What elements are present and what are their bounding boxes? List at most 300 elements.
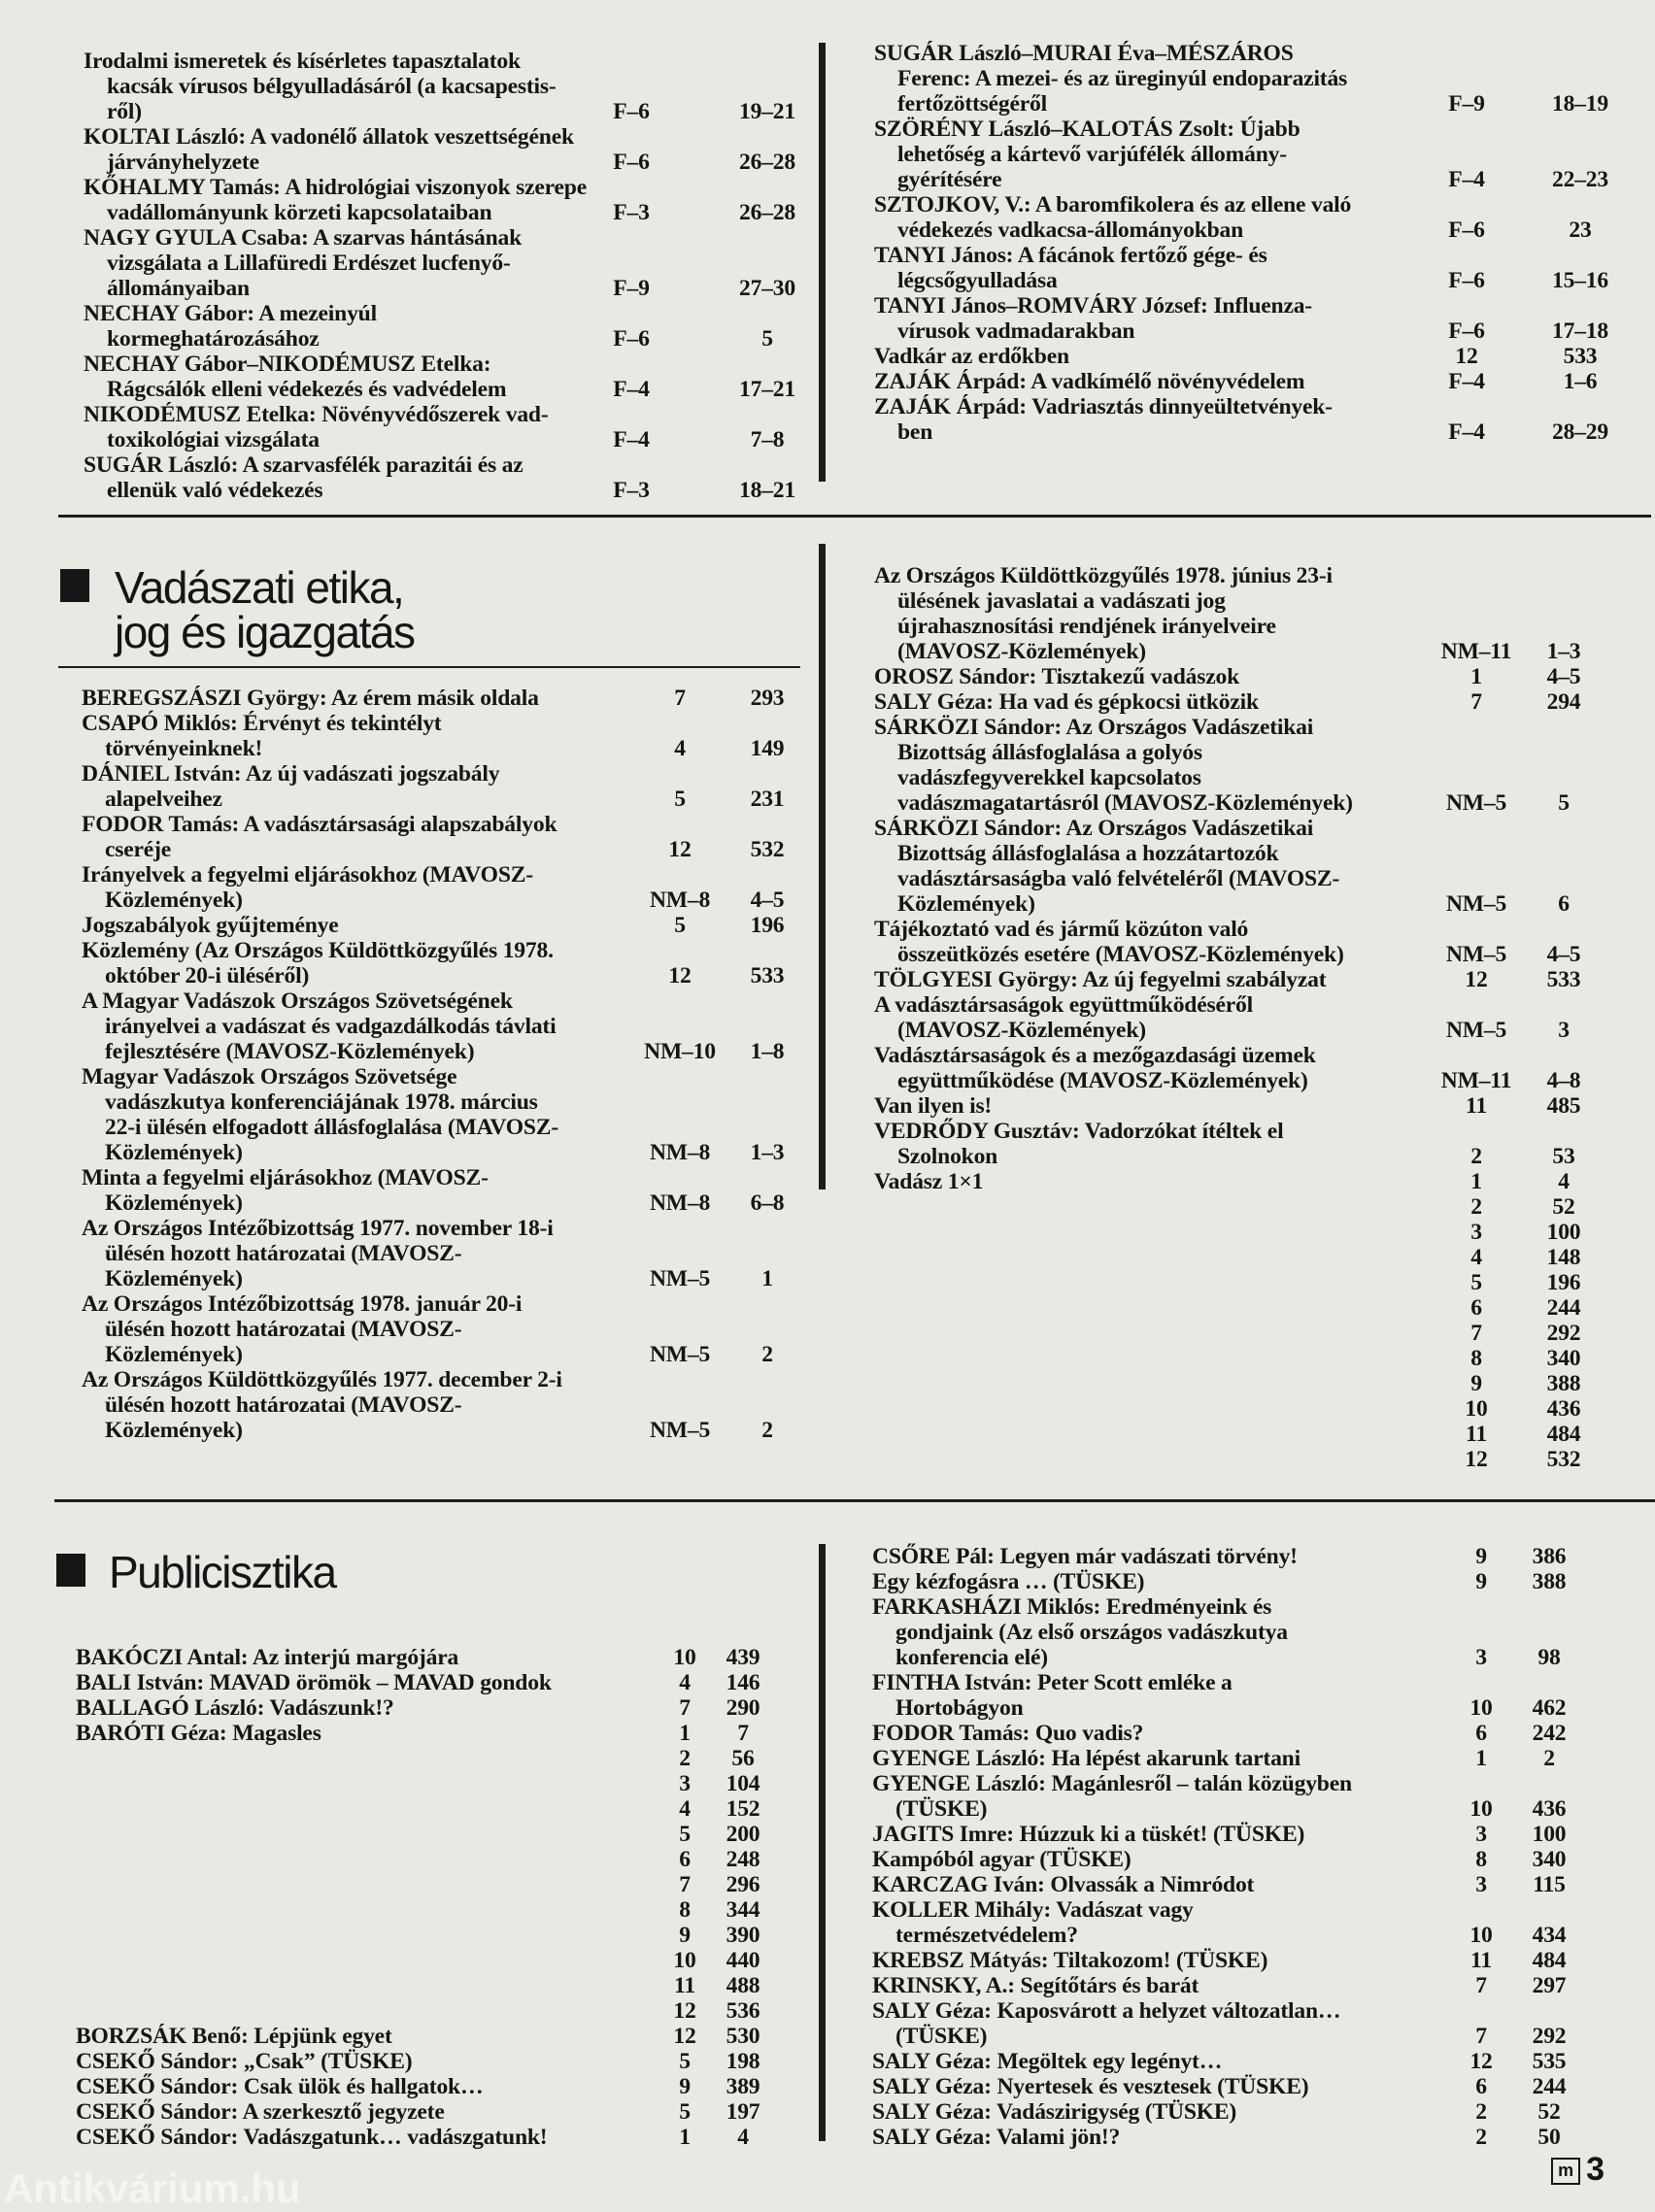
entry-page: 115 [1533,1872,1566,1897]
entry-issue: 7 [679,1872,691,1897]
index-entry [82,913,785,938]
entry-page: 149 [750,736,785,761]
index-entry [872,1897,1567,1948]
entry-page: 533 [1563,344,1598,369]
entry-title: ZAJÁK Árpád: Vadriasztás dinnyeültetvények-ben [874,394,1333,445]
entry-page: 104 [726,1771,760,1796]
entry-issue: 12 [1465,1447,1488,1472]
entry-title [76,1897,620,1923]
entry-issue: 7 [679,1695,691,1721]
entry-issue: F–4 [613,427,650,452]
entry-issue: 3 [1475,1872,1487,1897]
entry-title: SÁRKÖZI Sándor: Az Országos Vadászetikai Bizottság állásfoglalása a hozzátartozók vadásztársaságba való felvételéről (MAVOSZ-Közlemények) [874,816,1340,917]
index-entry [76,2125,749,2150]
entry-title: Van ilyen is! [874,1093,993,1119]
entry-issue: NM–5 [1445,790,1507,816]
entry-page: 533 [1546,967,1581,992]
entry-page: 22–23 [1552,167,1608,192]
entry-title: Irányelvek a fegyelmi eljárásokhoz (MAVOSZ-Közlemények) [82,862,533,913]
entry-title [874,1270,1360,1295]
entry-page: 98 [1537,1645,1561,1670]
entry-title: KŐHALMY Tamás: A hidrológiai viszonyok szerepe vadállományunk körzeti kapcsolataiban [84,175,587,225]
entry-page: 244 [1546,1295,1581,1321]
entry-title [874,1371,1360,1396]
entry-page: 53 [1552,1144,1575,1169]
entry-page: 52 [1552,1194,1575,1220]
entry-issue: F–4 [613,377,650,402]
index-entry [82,862,785,913]
entry-page: 6–8 [750,1190,785,1216]
index-entry [82,761,785,812]
entry-title: Az Országos Intézőbizottság 1977. november 18-i ülésén hozott határozatai (MAVOSZ-Közlemények) [82,1216,554,1291]
entry-issue: 8 [1470,1346,1482,1371]
entry-title: Jogszabályok gyűjteménye [82,913,339,938]
index-entry [84,124,795,175]
index-entry [872,1771,1567,1822]
index-entry [76,2074,760,2099]
entry-issue: 12 [673,1998,696,2024]
entry-issue: 9 [1475,1569,1487,1594]
entry-page: 290 [726,1695,760,1721]
entry-issue: 3 [1475,1822,1487,1847]
entry-issue: 4 [674,736,686,761]
entry-title [76,1923,620,1948]
entry-page: 439 [726,1645,760,1670]
entry-page: 532 [1546,1447,1581,1472]
entry-title: BALI István: MAVAD örömök – MAVAD gondok [76,1670,552,1695]
entry-page: 436 [1546,1396,1581,1422]
index-entry [874,1043,1581,1093]
entry-title: KARCZAG Iván: Olvassák a Nimródot [872,1872,1255,1897]
entry-title: GYENGE László: Magánlesről – talán közügyben (TÜSKE) [872,1771,1352,1822]
entry-page: 4–5 [1546,942,1581,967]
entry-issue: 12 [1469,2049,1493,2074]
column-publ-left [76,1645,760,2150]
index-entry [874,243,1608,293]
entry-issue: F–6 [613,150,650,175]
entry-issue: NM–8 [649,1190,711,1216]
entry-page: 2 [761,1418,773,1443]
entry-issue: 1 [1470,1169,1482,1194]
entry-title: BORZSÁK Benő: Lépjünk egyet [76,2024,392,2049]
index-entry [76,1822,760,1847]
index-entry [76,1695,760,1721]
entry-title: CSEKŐ Sándor: A szerkesztő jegyzete [76,2099,445,2125]
entry-issue: F–6 [613,326,650,352]
section-rule-etika-heading [58,666,800,668]
entry-issue: 7 [1475,1973,1487,1998]
entry-title: Az Országos Küldöttközgyűlés 1978. június 23-i ülésének javaslatai a vadászati jog újrahasznosítási rendjének irányelveire (MAVOSZ-Közlemények) [874,563,1333,664]
section-rule-top [58,515,1651,518]
entry-page: 386 [1532,1544,1567,1569]
entry-page: 484 [1532,1948,1567,1973]
entry-issue: 6 [679,1847,691,1872]
entry-page: 5 [761,326,773,352]
index-entry [872,1746,1555,1771]
entry-page: 532 [750,837,785,862]
entry-title: KREBSZ Mátyás: Tiltakozom! (TÜSKE) [872,1948,1268,1973]
entry-issue: 11 [1470,1948,1492,1973]
section-bullet-publ [56,1554,85,1587]
index-entry [874,117,1608,192]
entry-title: TÖLGYESI György: Az új fegyelmi szabályzat [874,967,1327,992]
entry-page: 293 [750,686,785,711]
entry-issue: 12 [673,2024,696,2049]
index-entry [874,967,1581,992]
index-entry [76,1645,760,1670]
entry-issue: 2 [1470,1144,1482,1169]
index-entry [76,1721,749,1746]
entry-title: ZAJÁK Árpád: A vadkímélő növényvédelem [874,369,1305,394]
index-entry [84,49,795,124]
index-entry [874,563,1581,664]
index-entry [84,225,795,301]
entry-issue: 10 [673,1948,696,1973]
entry-title [874,1346,1360,1371]
entry-title: SALY Géza: Valami jön!? [872,2125,1121,2150]
entry-issue: F–4 [1448,419,1485,445]
index-entry [874,1169,1570,1194]
index-entry [82,1064,785,1165]
index-entry [76,1796,760,1822]
entry-page: 18–21 [739,478,795,503]
entry-issue: 12 [1455,344,1478,369]
entry-issue: 11 [1466,1422,1487,1447]
section-bullet-etika [60,569,89,602]
entry-page: 388 [1546,1371,1581,1396]
index-entry [82,812,785,862]
index-entry [874,369,1598,394]
section-rule-middle [54,1499,1655,1502]
entry-issue: NM–11 [1440,639,1512,664]
entry-title: TANYI János–ROMVÁRY József: Influenza-vírusok vadmadarakban [874,293,1312,344]
section-heading-etika [115,562,415,657]
page-number [1551,2151,1604,2189]
index-entry [76,1923,760,1948]
entry-issue: F–3 [613,478,650,503]
index-entry [874,192,1592,243]
entry-page: 248 [726,1847,760,1872]
entry-page: 50 [1537,2125,1561,2150]
entry-title: SALY Géza: Nyertesek és vesztesek (TÜSKE) [872,2074,1309,2099]
entry-title: BAKÓCZI Antal: Az interjú margójára [76,1645,459,1670]
entry-page: 434 [1532,1923,1567,1948]
entry-page: 148 [1546,1245,1581,1270]
index-entry [76,1998,760,2024]
entry-title: Irodalmi ismeretek és kísérletes tapasztalatok kacsák vírusos bélgyulladásáról (a kacsapestis-ről) [84,49,557,124]
entry-page: 19–21 [739,99,795,124]
index-entry [76,2049,760,2074]
index-entry [82,1367,773,1443]
entry-title: GYENGE László: Ha lépést akarunk tartani [872,1746,1300,1771]
entry-page: 4–5 [750,888,785,913]
entry-title: BARÓTI Géza: Magasles [76,1721,321,1746]
index-entry [874,344,1598,369]
magazine-logo-icon: m [1551,2158,1580,2185]
entry-title: BALLAGÓ László: Vadászunk!? [76,1695,394,1721]
entry-issue: F–3 [613,200,650,225]
entry-title: A vadásztársaságok együttműködéséről (MAVOSZ-Közlemények) [874,992,1253,1043]
entry-page: 1–8 [750,1039,785,1064]
entry-page: 1 [761,1266,773,1291]
entry-page: 26–28 [739,150,795,175]
index-entry [874,1194,1575,1220]
index-entry [872,2049,1567,2074]
index-entry [874,1422,1581,1447]
entry-issue: 8 [1475,1847,1487,1872]
entry-page: 388 [1532,1569,1567,1594]
entry-issue: 9 [679,2074,691,2099]
entry-page: 196 [1546,1270,1581,1295]
entry-page: 100 [1532,1822,1567,1847]
entry-title: SUGÁR László–MURAI Éva–MÉSZÁROS Ferenc: A mezei- és az üreginyúl endoparazitás fertőzöttségéről [874,41,1348,117]
index-entry [76,1948,760,1973]
entry-page: 27–30 [739,276,795,301]
column-top-right [874,41,1608,445]
entry-issue: NM–5 [1445,891,1507,917]
entry-page: 3 [1558,1018,1570,1043]
index-entry [874,1119,1575,1169]
index-entry [76,1771,760,1796]
entry-issue: 7 [1470,1321,1482,1346]
index-entry [874,41,1608,117]
entry-page: 15–16 [1552,268,1608,293]
entry-page: 6 [1558,891,1570,917]
entry-title: CSŐRE Pál: Legyen már vadászati törvény! [872,1544,1298,1569]
entry-title [76,1872,620,1897]
index-entry [82,711,785,761]
index-entry [76,1872,760,1897]
entry-title: KOLLER Mihály: Vadászat vagy természetvédelem? [872,1897,1194,1948]
column-divider-etika [819,544,826,1190]
entry-issue: F–6 [613,99,650,124]
index-entry [872,1544,1567,1569]
entry-issue: 2 [1475,2125,1487,2150]
entry-page: 52 [1537,2099,1561,2125]
entry-title: FODOR Tamás: Quo vadis? [872,1721,1144,1746]
index-entry [82,938,785,989]
entry-page: 292 [1546,1321,1581,1346]
entry-issue: NM–11 [1440,1068,1512,1093]
index-entry [872,1948,1567,1973]
entry-issue: 2 [679,1746,691,1771]
entry-page: 484 [1546,1422,1581,1447]
entry-issue: 3 [1475,1645,1487,1670]
index-entry [76,1847,760,1872]
entry-page: 436 [1532,1796,1567,1822]
entry-title: CSAPÓ Miklós: Érvényt és tekintélyt törvényeinknek! [82,711,442,761]
entry-title: DÁNIEL István: Az új vadászati jogszabály alapelveihez [82,761,500,812]
entry-title [76,1998,620,2024]
entry-title: CSEKŐ Sándor: Csak ülök és hallgatok… [76,2074,484,2099]
entry-page: 535 [1532,2049,1567,2074]
entry-title: SUGÁR László: A szarvasfélék parazitái és az ellenük való védekezés [84,452,524,503]
index-entry [874,689,1581,715]
index-entry [874,1346,1581,1371]
index-entry [76,1670,760,1695]
entry-title: Egy kézfogásra … (TÜSKE) [872,1569,1145,1594]
entry-issue: NM–5 [649,1418,711,1443]
entry-issue: 2 [1475,2099,1487,2125]
section-heading-etika-line2: jog és igazgatás [115,607,415,657]
column-divider-top [819,43,826,482]
index-entry [82,686,785,711]
entry-issue: 11 [1466,1093,1487,1119]
entry-issue: 7 [674,686,686,711]
entry-issue: 5 [679,1822,691,1847]
entry-page: 100 [1546,1220,1581,1245]
entry-title: NAGY GYULA Csaba: A szarvas hántásának vizsgálata a Lillafüredi Erdészet lucfenyő-állományaiban [84,225,523,301]
index-entry [872,1822,1567,1847]
index-entry [82,1291,773,1367]
entry-issue: 9 [679,1923,691,1948]
entry-issue: 5 [679,2099,691,2125]
index-entry [872,1594,1561,1670]
entry-page: 244 [1532,2074,1567,2099]
entry-issue: 6 [1475,1721,1487,1746]
entry-title: VEDRŐDY Gusztáv: Vadorzókat ítéltek el Szolnokon [874,1119,1284,1169]
index-entry [872,2125,1561,2150]
entry-title: A Magyar Vadászok Országos Szövetségének irányelvei a vadászat és vadgazdálkodás távlati fejlesztésére (MAVOSZ-Közlemények) [82,989,557,1064]
entry-issue: 1 [679,2125,691,2150]
entry-title: Magyar Vadászok Országos Szövetsége vadászkutya konferenciájának 1978. március 22-i ülésén elfogadott állásfoglalása (MAVOSZ-Közlemények) [82,1064,559,1165]
column-divider-publ [819,1544,826,2141]
entry-title [76,1771,620,1796]
index-entry [874,1270,1581,1295]
entry-page: 200 [726,1822,760,1847]
entry-title [76,1948,620,1973]
entry-title: SÁRKÖZI Sándor: Az Országos Vadászetikai Bizottság állásfoglalása a golyós vadászfegyverekkel kapcsolatos vadászmagatartásról (MAVOSZ-Közlemények) [874,715,1353,816]
entry-issue: F–4 [1448,167,1485,192]
entry-page: 485 [1546,1093,1581,1119]
entry-issue: 4 [1470,1245,1482,1270]
entry-title: SZÖRÉNY László–KALOTÁS Zsolt: Újabb lehetőség a kártevő varjúfélék állomány-gyérítésére [874,117,1300,192]
entry-page: 196 [750,913,785,938]
entry-title: OROSZ Sándor: Tisztakezű vadászok [874,664,1240,689]
entry-title: Az Országos Intézőbizottság 1978. január 20-i ülésén hozott határozatai (MAVOSZ-Közlemények) [82,1291,523,1367]
entry-issue: 5 [674,787,686,812]
entry-page: 7–8 [750,427,785,452]
entry-page: 4–5 [1546,664,1581,689]
entry-title [76,1847,620,1872]
index-entry [874,1295,1581,1321]
entry-title [874,1220,1360,1245]
index-entry [874,394,1608,445]
entry-page: 146 [726,1670,760,1695]
entry-title: KRINSKY, A.: Segítőtárs és barát [872,1973,1199,1998]
entry-issue: 1 [1475,1746,1487,1771]
section-heading-publ: Publicisztika [109,1547,336,1597]
index-entry [82,1165,785,1216]
entry-page: 536 [726,1998,760,2024]
entry-title: Vadkár az erdőkben [874,344,1069,369]
entry-page: 340 [1532,1847,1567,1872]
index-entry [874,1371,1581,1396]
entry-issue: 7 [1470,689,1482,715]
index-entry [76,1897,760,1923]
index-entry [872,1569,1567,1594]
entry-issue: 10 [1465,1396,1488,1422]
index-entry [84,175,795,225]
entry-issue: 4 [679,1670,691,1695]
entry-page: 242 [1532,1721,1567,1746]
entry-issue: F–4 [1448,369,1485,394]
entry-title: NECHAY Gábor: A mezeinyúl kormeghatározásához [84,301,377,352]
index-entry [872,1721,1567,1746]
entry-title: NECHAY Gábor–NIKODÉMUSZ Etelka: Rágcsálók elleni védekezés és vadvédelem [84,352,507,402]
column-publ-right [872,1544,1567,2150]
entry-page: 4–8 [1546,1068,1581,1093]
entry-page: 17–21 [739,377,795,402]
entry-title: NIKODÉMUSZ Etelka: Növényvédőszerek vad-toxikológiai vizsgálata [84,402,549,452]
entry-issue: NM–8 [649,1140,711,1165]
entry-issue: 6 [1470,1295,1482,1321]
entry-page: 530 [726,2024,760,2049]
entry-page: 231 [750,787,785,812]
entry-issue: F–6 [1448,268,1485,293]
entry-issue: 10 [1469,1923,1493,1948]
entry-title: KOLTAI László: A vadonélő állatok veszettségének járványhelyzete [84,124,574,175]
entry-page: 340 [1546,1346,1581,1371]
entry-page: 389 [726,2074,760,2099]
entry-title: SZTOJKOV, V.: A baromfikolera és az ellene való védekezés vadkacsa-állományokban [874,192,1352,243]
index-entry [874,715,1570,816]
entry-page: 5 [1558,790,1570,816]
entry-title: TANYI János: A fácánok fertőző gége- és légcsőgyulladása [874,243,1267,293]
index-entry [76,1973,760,1998]
entry-page: 390 [726,1923,760,1948]
index-entry [84,352,795,402]
index-entry [84,402,785,452]
entry-page: 462 [1532,1695,1567,1721]
entry-page: 294 [1546,689,1581,715]
entry-page: 28–29 [1552,419,1608,445]
entry-issue: NM–5 [1445,1018,1507,1043]
entry-title [874,1396,1360,1422]
entry-title [76,1822,620,1847]
entry-title [874,1321,1360,1346]
entry-title: Tájékoztató vad és jármű közúton való összeütközés esetére (MAVOSZ-Közlemények) [874,917,1344,967]
entry-title: CSEKŐ Sándor: „Csak” (TÜSKE) [76,2049,413,2074]
index-entry [872,1670,1567,1721]
entry-issue: 5 [679,2049,691,2074]
entry-issue: 10 [1469,1796,1493,1822]
column-etika-left [82,686,785,1443]
entry-issue: 9 [1470,1371,1482,1396]
entry-issue: 3 [679,1771,691,1796]
entry-title: SALY Géza: Kaposvárott a helyzet változatlan… (TÜSKE) [872,1998,1341,2049]
entry-page: 17–18 [1552,318,1608,344]
entry-page: 1–3 [1546,639,1581,664]
index-entry [872,1998,1567,2049]
index-entry [874,816,1570,917]
entry-title: Vadász 1×1 [874,1169,984,1194]
column-top-left [84,49,795,503]
entry-title [874,1295,1360,1321]
entry-page: 292 [1532,2024,1567,2049]
index-entry [874,1396,1581,1422]
entry-page: 7 [737,1721,749,1746]
index-entry [76,2099,760,2125]
index-entry [872,1872,1566,1897]
entry-page: 18–19 [1552,91,1608,117]
entry-title: Az Országos Küldöttközgyűlés 1977. december 2-i ülésén hozott határozatai (MAVOSZ-Közlemények) [82,1367,562,1443]
index-entry [872,1847,1567,1872]
entry-title: Vadásztársaságok és a mezőgazdasági üzemek együttműködése (MAVOSZ-Közlemények) [874,1043,1316,1093]
index-entry [76,2024,760,2049]
entry-issue: 2 [1470,1194,1482,1220]
entry-issue: 9 [1475,1544,1487,1569]
